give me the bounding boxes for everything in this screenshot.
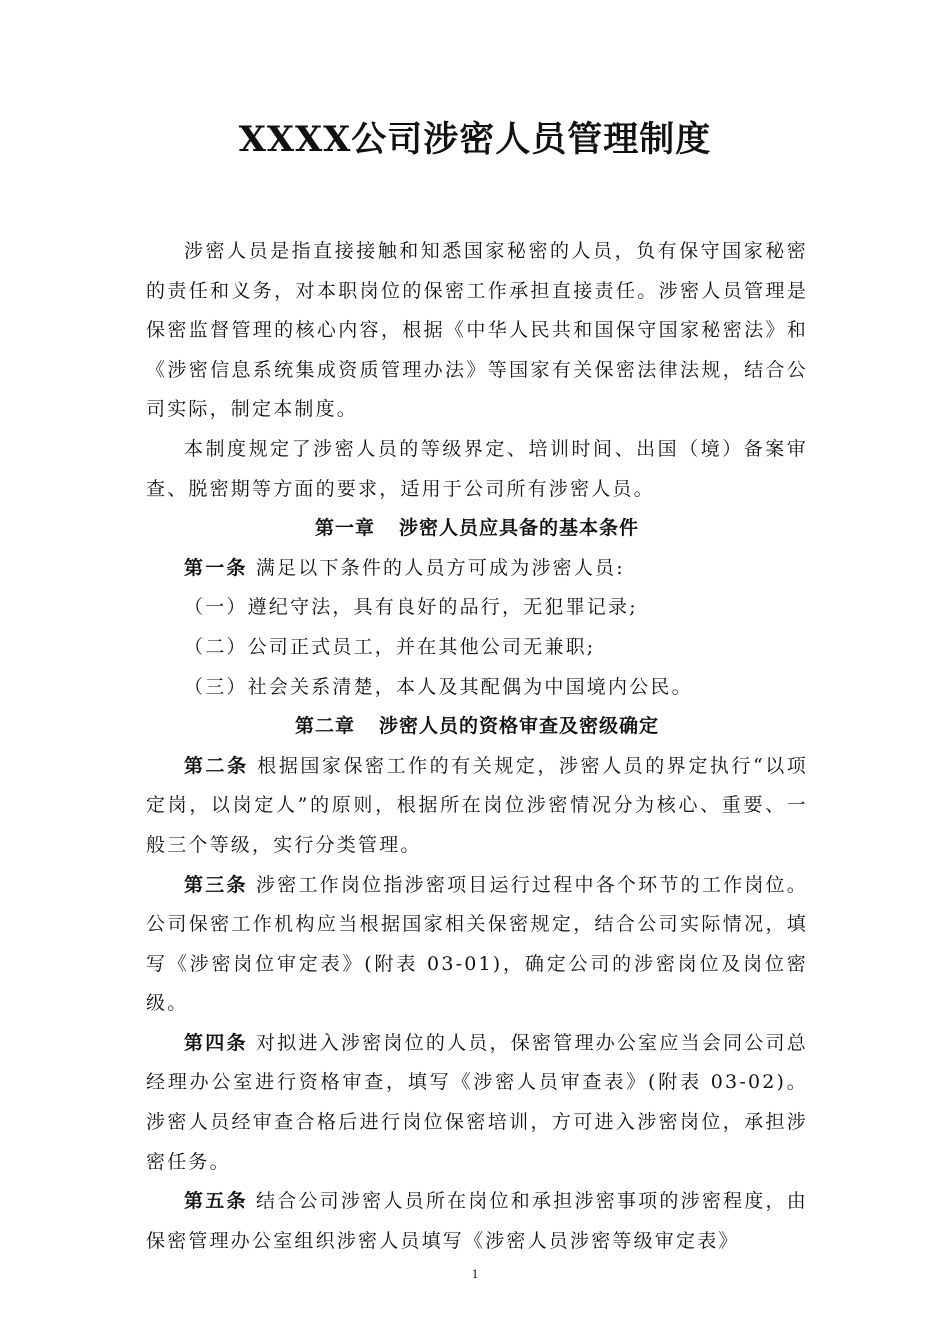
article-2-label: 第二条: [184, 754, 249, 777]
intro-paragraph-2: 本制度规定了涉密人员的等级界定、培训时间、出国（境）备案审查、脱密期等方面的要求，适用于公司所有涉密人员。: [146, 437, 808, 500]
article-1-text: 满足以下条件的人员方可成为涉密人员:: [255, 556, 625, 579]
article-5: [146, 1182, 808, 1261]
article-5-text: 结合公司涉密人员所在岗位和承担涉密事项的涉密程度，由保密管理办公室组织涉密人员填写《涉密人员涉密等级审定表》: [146, 1190, 808, 1252]
document-body: [146, 232, 808, 1261]
article-4: [146, 1024, 808, 1182]
page-number: 1: [471, 1266, 479, 1281]
article-1-item-1: （一）遵纪守法，具有良好的品行，无犯罪记录;: [184, 596, 638, 619]
article-1-item-3: （三）社会关系清楚，本人及其配偶为中国境内公民。: [184, 675, 693, 698]
article-4-text: 对拟进入涉密岗位的人员，保密管理办公室应当会同公司总经理办公室进行资格审查，填写《涉密人员审查表》(附表 03-02)。涉密人员经审查合格后进行岗位保密培训，方可进入涉密岗位，承担涉密任务。: [146, 1031, 808, 1173]
article-2: [146, 747, 808, 866]
article-3-label: 第三条: [184, 873, 248, 896]
article-3-text: 涉密工作岗位指涉密项目运行过程中各个环节的工作岗位。公司保密工作机构应当根据国家相关保密规定，结合公司实际情况，填写《涉密岗位审定表》(附表 03-01)，确定公司的涉密岗位及岗位密级。: [146, 873, 808, 1015]
article-4-label: 第四条: [184, 1031, 248, 1054]
article-2-text: 根据国家保密工作的有关规定，涉密人员的界定执行“以项定岗，以岗定人”的原则，根据所在岗位涉密情况分为核心、重要、一般三个等级，实行分类管理。: [146, 754, 808, 856]
document-title: XXXX公司涉密人员管理制度: [238, 119, 712, 160]
article-1-label: 第一条: [184, 556, 248, 579]
article-3: [146, 866, 808, 1024]
article-5-label: 第五条: [184, 1190, 248, 1213]
chapter-2-number: 第二章: [294, 715, 355, 738]
article-1-item-2: （二）公司正式员工，并在其他公司无兼职;: [184, 635, 596, 658]
article-1: [146, 549, 808, 589]
intro-paragraph-1: 涉密人员是指直接接触和知悉国家秘密的人员，负有保守国家秘密的责任和义务，对本职岗位的保密工作承担直接责任。涉密人员管理是保密监督管理的核心内容，根据《中华人民共和国保守国家秘密法》和《涉密信息系统集成资质管理办法》等国家有关保密法律法规，结合公司实际，制定本制度。: [146, 240, 808, 421]
chapter-1-number: 第一章: [314, 517, 375, 540]
chapter-2-title: 涉密人员的资格审查及密级确定: [379, 715, 660, 738]
chapter-1-title: 涉密人员应具备的基本条件: [399, 517, 640, 540]
chapter-1-heading: [146, 509, 808, 549]
chapter-2-heading: [146, 707, 808, 747]
